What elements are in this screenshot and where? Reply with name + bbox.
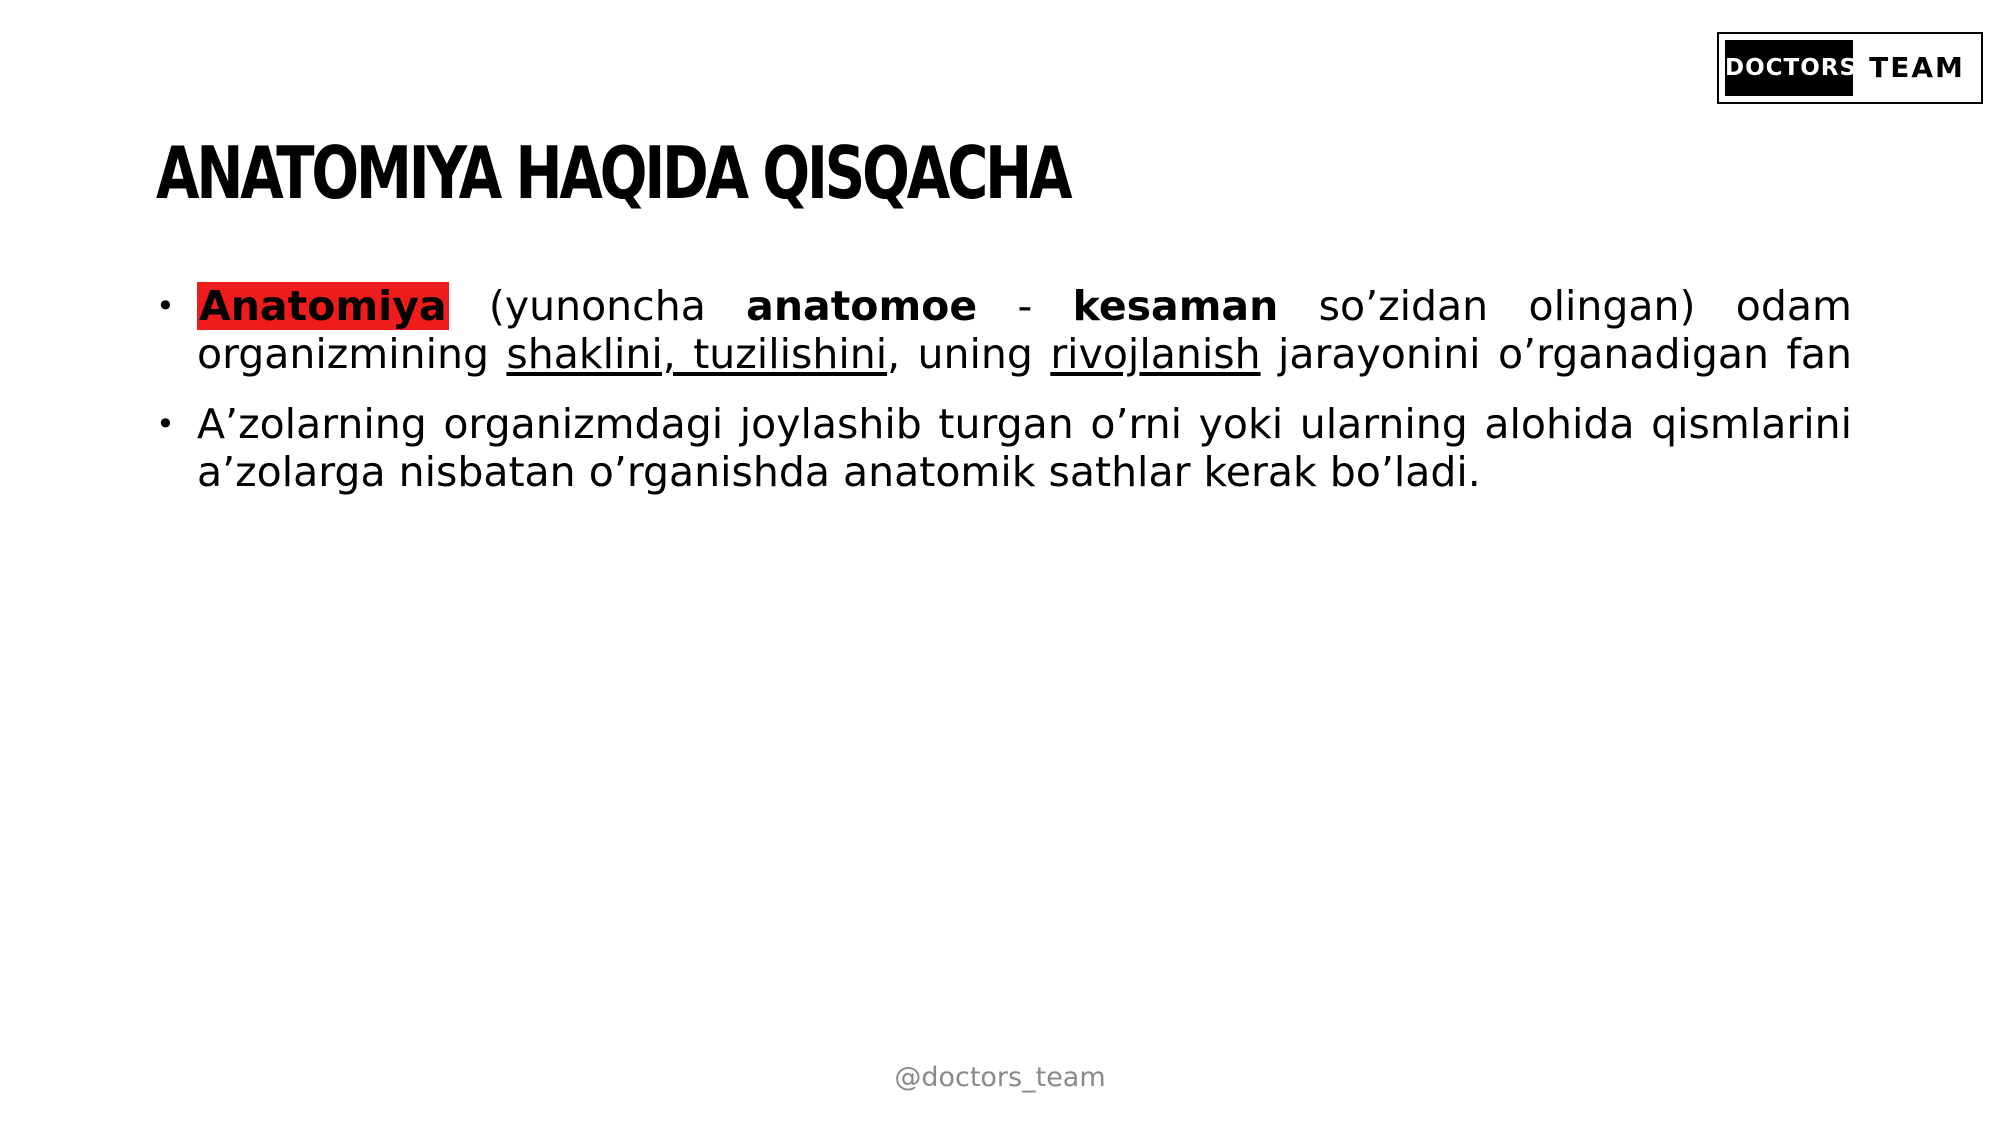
bullet-dot-icon: • [156, 405, 175, 443]
text-segment: (yunoncha [448, 282, 747, 330]
logo-team-label: TEAM [1869, 51, 1965, 84]
highlighted-term: Anatomiya [199, 282, 447, 330]
underlined-development: rivojlanish [1050, 330, 1261, 378]
footer-handle: @doctors_team [894, 1062, 1106, 1093]
slide-title: ANATOMIYA HAQIDA QISQACHA [156, 131, 1070, 215]
text-segment: jarayonini o’rganadigan fan [1260, 330, 1852, 378]
doctors-team-logo [1717, 32, 1983, 104]
text-segment: , uning [887, 330, 1051, 378]
bullet-item-definition [156, 282, 1852, 378]
bold-term-anatomoe: anatomoe [746, 282, 978, 330]
underlined-shape-structure: shaklini, tuzilishini [506, 330, 888, 378]
text-segment: so’zidan olingan) odam organizmining [197, 282, 1852, 378]
bullet-list [156, 282, 1852, 518]
text-segment: - [977, 282, 1073, 330]
bullet-item-planes [156, 400, 1852, 496]
bullet-text: A’zolarning organizmdagi joylashib turgan o’rni yoki ularning alohida qismlarini a’zolarga nisbatan o’rganishda anatomik sathlar kerak bo’ladi. [197, 400, 1852, 496]
logo-doctors-label: DOCTORS [1725, 40, 1853, 96]
bullet-dot-icon: • [156, 287, 175, 325]
bold-term-kesaman: kesaman [1072, 282, 1279, 330]
